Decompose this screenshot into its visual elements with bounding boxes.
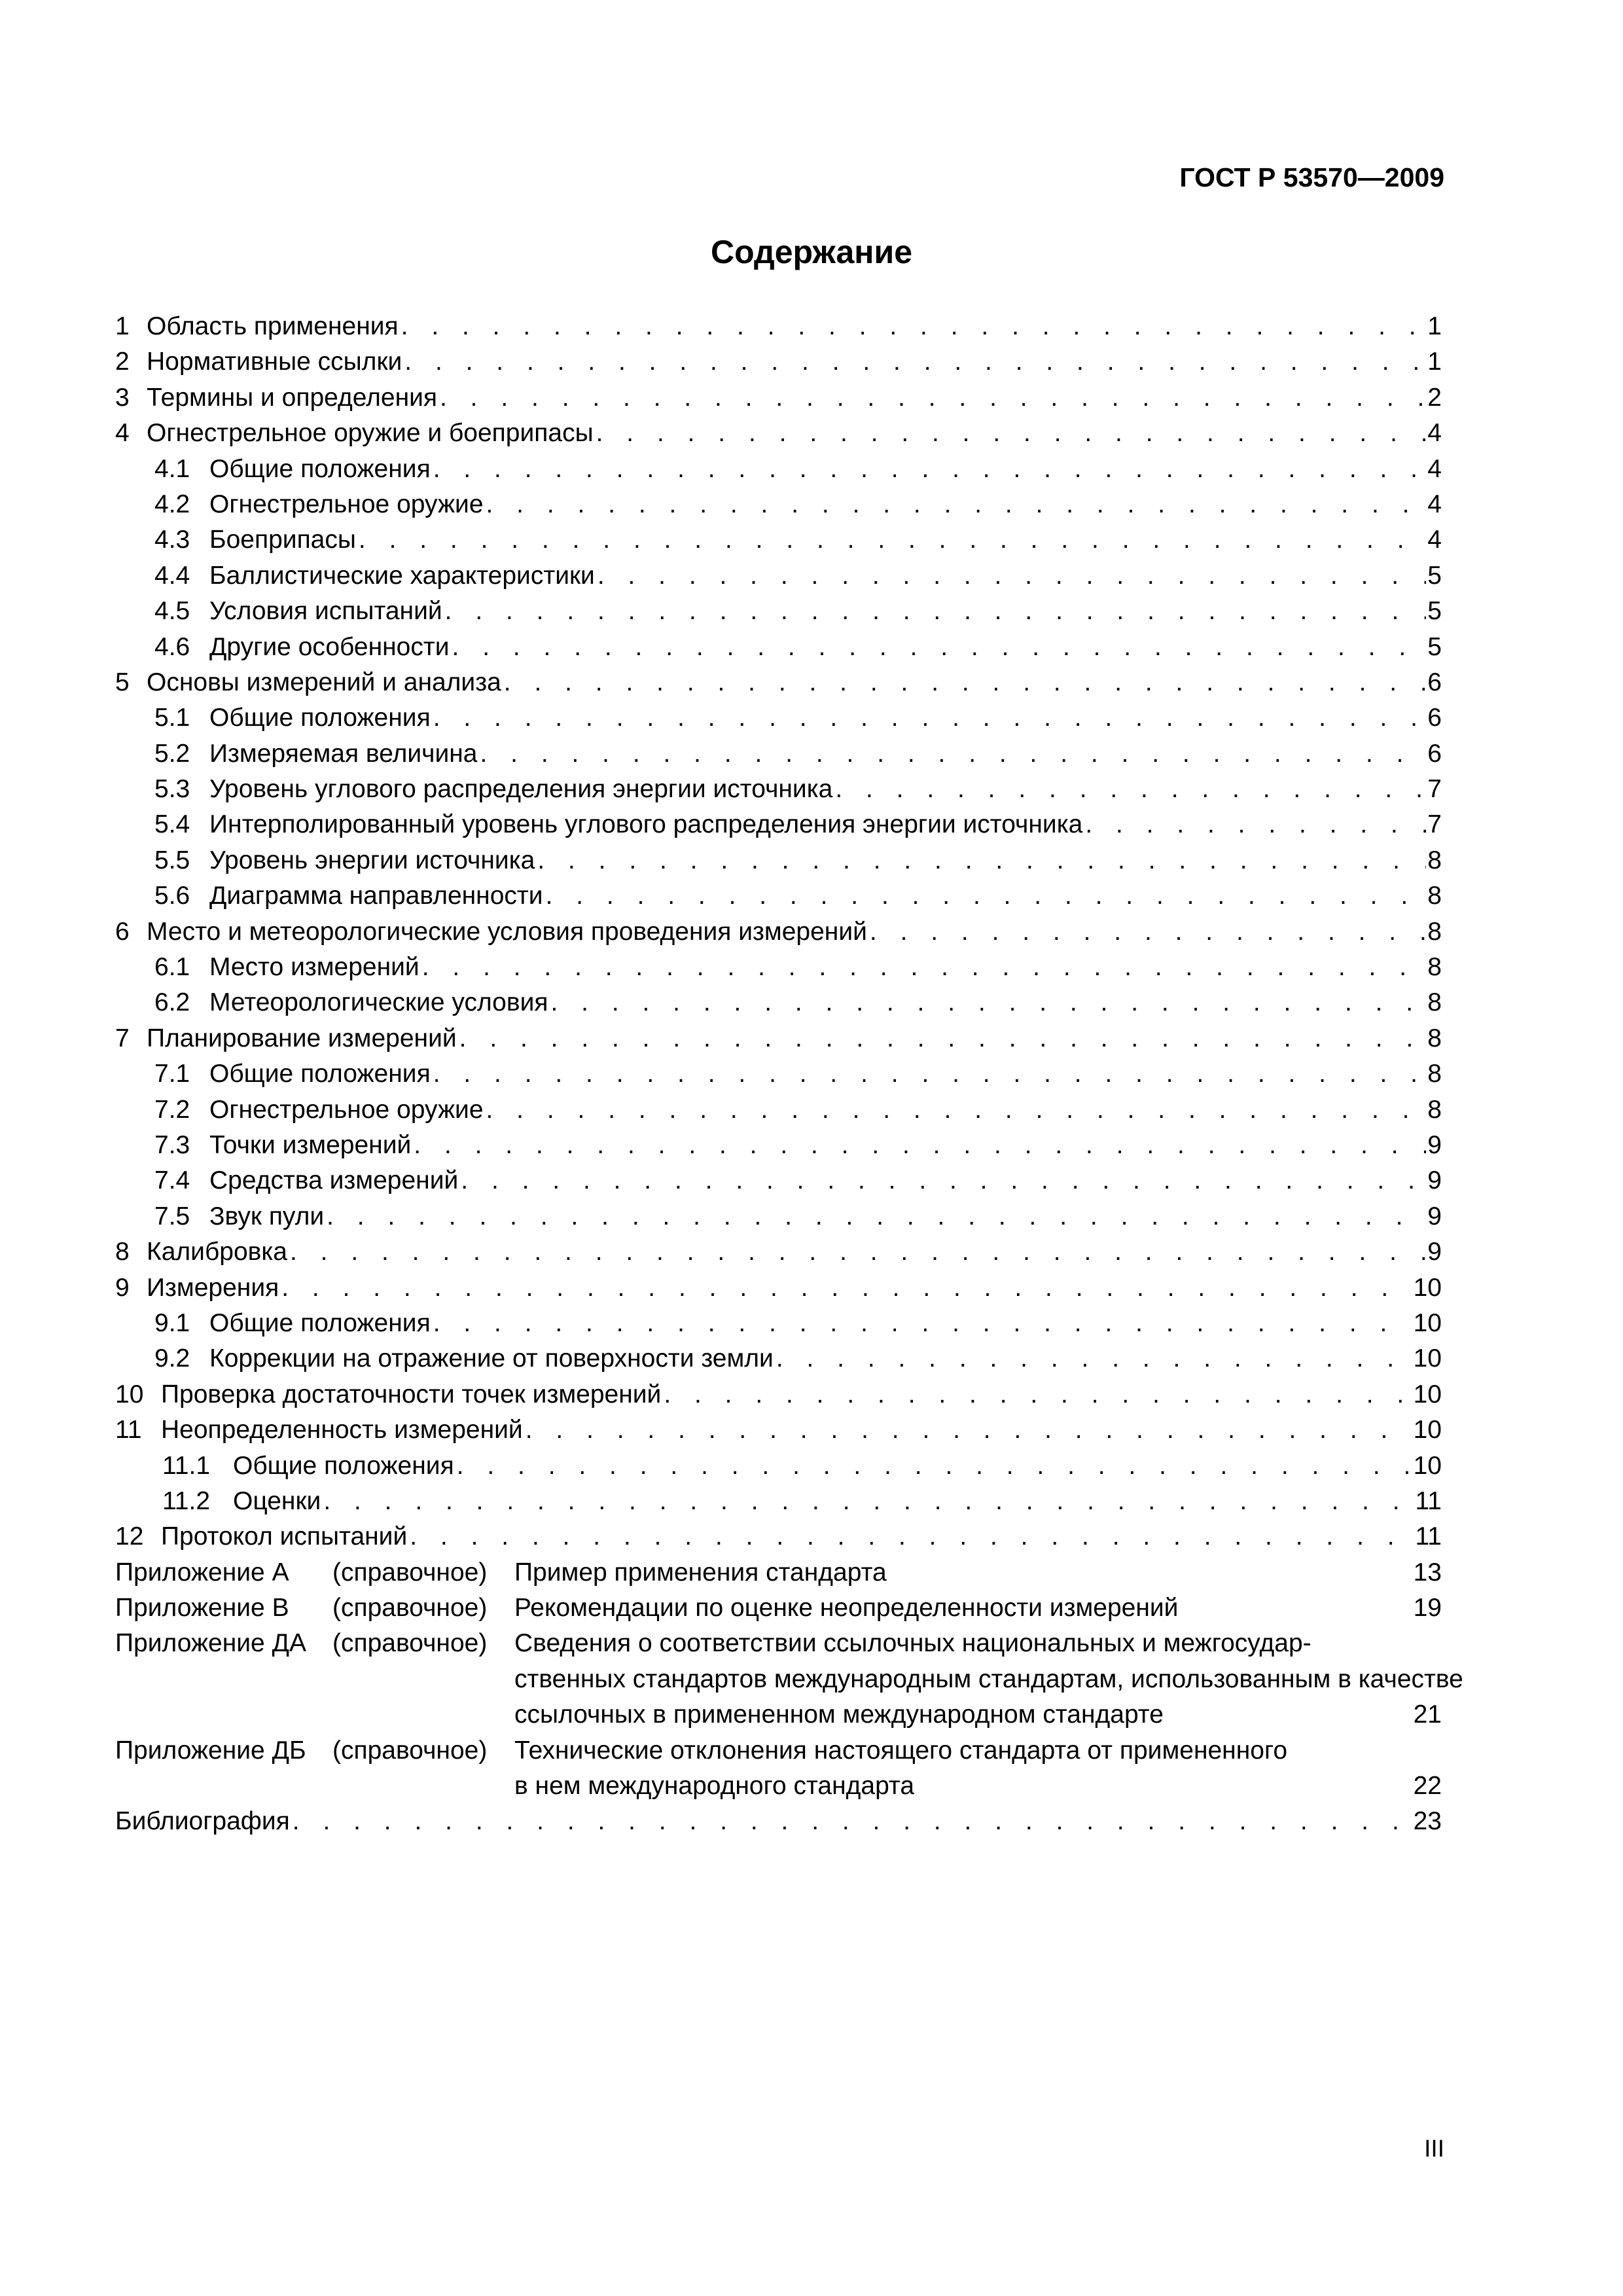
toc-entry-page: 9 [1427, 1202, 1442, 1230]
toc-entry-page: 5 [1427, 632, 1442, 661]
toc-entry-page: 10 [1413, 1416, 1442, 1444]
toc-entry-title: Общие положения [209, 1308, 431, 1337]
appendix-page: 22 [1413, 1772, 1442, 1801]
toc-entry-number: 2 [115, 348, 130, 376]
bibliography-page: 23 [1413, 1807, 1442, 1836]
toc-entry-number: 4.1 [154, 454, 190, 483]
appendix-title-line: ственных стандартов международным стандартам, использованным в качестве [514, 1664, 1463, 1693]
toc-entry[interactable] [115, 490, 1442, 526]
dot-leader [431, 704, 1427, 732]
toc-entry-number: 7.3 [154, 1130, 190, 1159]
toc-entry-page: 4 [1427, 490, 1442, 518]
toc-entry-title: Место измерений [209, 953, 419, 982]
dot-leader [484, 490, 1427, 519]
toc-entry-title: Уровень углового распределения энергии источника [209, 775, 833, 804]
toc-entry[interactable] [115, 1060, 1442, 1095]
toc-entry[interactable] [115, 668, 1442, 704]
toc-entry[interactable] [115, 988, 1442, 1024]
appendix-entry[interactable] [115, 1594, 1442, 1629]
appendix-label: Приложение ДА [115, 1629, 307, 1658]
toc-entry[interactable] [115, 810, 1442, 846]
dot-leader [450, 633, 1427, 662]
toc-entry-page: 6 [1427, 739, 1442, 768]
toc-entry[interactable] [115, 1131, 1442, 1166]
toc-entry[interactable] [115, 1309, 1442, 1344]
dot-leader [535, 846, 1426, 875]
dot-leader [402, 348, 1426, 376]
toc-entry-page: 8 [1427, 988, 1442, 1017]
dot-leader [1082, 810, 1426, 839]
toc-entry-number: 9 [115, 1273, 130, 1302]
toc-entry-number: 5.1 [154, 704, 190, 732]
toc-entry-page: 11 [1415, 1522, 1442, 1551]
toc-entry[interactable] [115, 740, 1442, 775]
toc-entry[interactable] [115, 918, 1442, 953]
toc-entry-page: 6 [1427, 704, 1442, 732]
dot-leader [356, 526, 1426, 554]
dot-leader [399, 312, 1427, 341]
toc-entry-title: Термины и определения [147, 383, 438, 412]
toc-entry-number: 5.3 [154, 775, 190, 804]
appendix-kind: (справочное) [332, 1629, 488, 1658]
toc-entry-title: Общие положения [233, 1451, 454, 1480]
toc-entry-page: 4 [1427, 454, 1442, 483]
toc-entry-number: 6.2 [154, 988, 190, 1017]
toc-entry-title: Область применения [147, 312, 399, 340]
toc-entry[interactable] [115, 1274, 1442, 1309]
bibliography-title: Библиография [115, 1807, 290, 1836]
toc-entry-number: 4.6 [154, 632, 190, 661]
appendix-title: Рекомендации по оценке неопределенности измерений [514, 1594, 1179, 1623]
toc-entry-title: Огнестрельное оружие [209, 1095, 484, 1124]
dot-leader [458, 1166, 1426, 1195]
toc-entry-title: Общие положения [209, 704, 431, 732]
toc-entry-title: Условия испытаний [209, 597, 442, 626]
toc-entry[interactable] [115, 1096, 1442, 1131]
toc-entry[interactable] [115, 1416, 1442, 1451]
toc-entry[interactable] [115, 1202, 1442, 1238]
dot-leader [661, 1380, 1412, 1409]
dot-leader [457, 1024, 1427, 1053]
toc-entry[interactable] [115, 882, 1442, 917]
appendix-page: 21 [1413, 1700, 1442, 1729]
toc-entry-title: Точки измерений [209, 1130, 412, 1159]
toc-entry-number: 3 [115, 383, 130, 412]
dot-leader [411, 1131, 1426, 1160]
toc-entry-title: Измеряемая величина [209, 739, 478, 768]
toc-entry-number: 12 [115, 1522, 144, 1551]
bibliography-entry[interactable] [115, 1807, 1442, 1842]
toc-entry-number: 6.1 [154, 953, 190, 982]
toc-entry-page: 8 [1427, 882, 1442, 910]
toc-entry-title: Проверка достаточности точек измерений [161, 1380, 662, 1408]
toc-entry[interactable] [115, 1380, 1442, 1416]
toc-entry-number: 11.2 [162, 1486, 211, 1515]
toc-entry-page: 8 [1427, 953, 1442, 982]
appendix-label: Приложение ДБ [115, 1736, 306, 1765]
toc-entry[interactable] [115, 1452, 1442, 1487]
toc-entry[interactable] [115, 384, 1442, 419]
document-code: ГОСТ Р 53570—2009 [1179, 162, 1444, 192]
toc-entry[interactable] [115, 775, 1442, 810]
toc-entry-number: 5.2 [154, 739, 190, 768]
table-of-contents [115, 312, 1463, 1843]
toc-entry-number: 1 [115, 312, 130, 340]
dot-leader [437, 384, 1426, 412]
toc-entry[interactable] [115, 1522, 1442, 1558]
toc-entry-page: 9 [1427, 1166, 1442, 1195]
appendix-kind: (справочное) [332, 1736, 488, 1765]
toc-entry[interactable] [115, 1166, 1442, 1202]
toc-entry-title: Нормативные ссылки [147, 348, 402, 376]
toc-entry-number: 5.5 [154, 846, 190, 874]
appendix-entry[interactable] [115, 1629, 1463, 1736]
toc-entry-page: 4 [1427, 526, 1442, 554]
toc-entry-page: 8 [1427, 917, 1442, 946]
toc-entry-page: 8 [1427, 846, 1442, 874]
toc-entry[interactable] [115, 455, 1442, 490]
toc-entry-page: 8 [1427, 1095, 1442, 1124]
appendix-kind: (справочное) [332, 1558, 488, 1587]
toc-entry-title: Основы измерений и анализа [147, 668, 501, 696]
appendix-title: Пример применения стандарта [514, 1558, 887, 1587]
toc-entry[interactable] [115, 1344, 1442, 1380]
toc-entry-title: Коррекции на отражение от поверхности земли [209, 1344, 774, 1373]
toc-entry-page: 10 [1413, 1273, 1442, 1302]
toc-entry[interactable] [115, 953, 1442, 988]
toc-entry-title: Место и метеорологические условия проведения измерений [147, 917, 867, 946]
toc-entry-title: Планирование измерений [147, 1024, 457, 1052]
toc-entry-number: 4 [115, 419, 130, 448]
toc-entry[interactable] [115, 1487, 1442, 1522]
toc-entry[interactable] [115, 704, 1442, 739]
dot-leader [324, 1202, 1426, 1231]
toc-entry[interactable] [115, 348, 1442, 383]
toc-entry-number: 4.3 [154, 526, 190, 554]
appendix-label: Приложение А [115, 1558, 289, 1587]
toc-entry-title: Звук пули [209, 1202, 325, 1230]
toc-entry[interactable] [115, 633, 1442, 668]
dot-leader [543, 882, 1427, 910]
toc-entry[interactable] [115, 1024, 1442, 1060]
toc-entry-title: Протокол испытаний [161, 1522, 408, 1551]
toc-entry-title: Боеприпасы [209, 526, 356, 554]
toc-entry-number: 11 [115, 1416, 142, 1444]
toc-entry-page: 1 [1427, 348, 1442, 376]
toc-entry-page: 8 [1427, 1060, 1442, 1088]
dot-leader [321, 1487, 1414, 1516]
toc-entry[interactable] [115, 419, 1442, 454]
toc-entry-number: 5.4 [154, 810, 190, 839]
toc-entry-number: 9.1 [154, 1308, 190, 1337]
appendix-label: Приложение В [115, 1594, 289, 1623]
appendix-title-line: в нем международного стандарта [514, 1772, 915, 1801]
toc-entry-number: 9.2 [154, 1344, 190, 1373]
dot-leader [832, 775, 1426, 804]
dot-leader [548, 988, 1427, 1017]
toc-entry-number: 6 [115, 917, 130, 946]
toc-entry-page: 10 [1413, 1380, 1442, 1408]
dot-leader [431, 455, 1427, 484]
toc-entry-title: Другие особенности [209, 632, 450, 661]
toc-entry-number: 4.4 [154, 561, 190, 590]
toc-entry-title: Средства измерений [209, 1166, 459, 1195]
toc-entry-title: Неопределенность измерений [161, 1416, 523, 1444]
toc-entry-number: 7.2 [154, 1095, 190, 1124]
toc-entry-title: Метеорологические условия [209, 988, 548, 1017]
toc-entry-number: 7.4 [154, 1166, 190, 1195]
toc-entry-page: 9 [1427, 1238, 1442, 1266]
toc-entry[interactable] [115, 1238, 1442, 1273]
dot-leader [431, 1060, 1427, 1088]
toc-entry-title: Огнестрельное оружие [209, 490, 484, 518]
toc-entry[interactable] [115, 846, 1442, 882]
toc-entry-number: 7 [115, 1024, 130, 1052]
dot-leader [501, 668, 1427, 697]
dot-leader [442, 597, 1427, 626]
toc-entry-number: 4.5 [154, 597, 190, 626]
toc-entry-page: 1 [1427, 312, 1442, 340]
dot-leader [523, 1416, 1412, 1444]
appendix-title-line: Сведения о соответствии ссылочных национальных и межгосудар- [514, 1629, 1311, 1658]
toc-entry-page: 10 [1413, 1308, 1442, 1337]
toc-entry[interactable] [115, 562, 1442, 597]
toc-entry-page: 4 [1427, 419, 1442, 448]
dot-leader [454, 1452, 1412, 1480]
dot-leader [419, 953, 1427, 982]
toc-entry[interactable] [115, 597, 1442, 632]
dot-leader [407, 1522, 1414, 1551]
toc-entry-page: 11 [1415, 1486, 1442, 1515]
toc-entry-page: 10 [1413, 1344, 1442, 1373]
toc-entry-page: 8 [1427, 1024, 1442, 1052]
toc-entry-title: Общие положения [209, 454, 431, 483]
toc-entry-page: 6 [1427, 668, 1442, 696]
dot-leader [774, 1344, 1412, 1373]
toc-entry-number: 10 [115, 1380, 144, 1408]
toc-entry-number: 11.1 [162, 1451, 211, 1480]
toc-entry-title: Уровень энергии источника [209, 846, 535, 874]
appendix-page: 13 [1413, 1558, 1442, 1587]
toc-entry-number: 7.5 [154, 1202, 190, 1230]
page-number: III [1424, 2135, 1444, 2162]
toc-entry-page: 7 [1427, 775, 1442, 804]
dot-leader [867, 918, 1426, 946]
toc-entry-page: 5 [1427, 597, 1442, 626]
toc-entry-number: 5.6 [154, 882, 190, 910]
toc-entry[interactable] [115, 526, 1442, 561]
page-title: Содержание [710, 234, 913, 270]
dot-leader [477, 740, 1426, 768]
toc-entry-page: 2 [1427, 383, 1442, 412]
toc-entry-number: 8 [115, 1238, 130, 1266]
toc-entry-page: 5 [1427, 561, 1442, 590]
toc-entry-number: 7.1 [154, 1060, 190, 1088]
toc-entry-title: Диаграмма направленности [209, 882, 543, 910]
toc-entry-number: 5 [115, 668, 130, 696]
toc-entry-title: Баллистические характеристики [209, 561, 595, 590]
toc-entry-title: Калибровка [147, 1238, 287, 1266]
toc-entry-title: Измерения [147, 1273, 279, 1302]
appendix-kind: (справочное) [332, 1594, 488, 1623]
dot-leader [484, 1096, 1427, 1124]
appendix-entry[interactable] [115, 1736, 1442, 1808]
toc-entry-page: 9 [1427, 1130, 1442, 1159]
dot-leader [279, 1274, 1412, 1302]
toc-entry[interactable] [115, 312, 1442, 348]
dot-leader [290, 1807, 1412, 1836]
dot-leader [594, 419, 1427, 448]
toc-entry-title: Общие положения [209, 1060, 431, 1088]
appendix-entry[interactable] [115, 1558, 1442, 1594]
appendix-title-line: Технические отклонения настоящего стандарта от примененного [514, 1736, 1288, 1765]
appendix-page: 19 [1413, 1594, 1442, 1623]
toc-entry-title: Интерполированный уровень углового распределения энергии источника [209, 810, 1083, 839]
dot-leader [287, 1238, 1426, 1266]
appendix-title-line: ссылочных в примененном международном стандарте [514, 1700, 1164, 1729]
dot-leader [431, 1309, 1412, 1338]
toc-entry-title: Оценки [233, 1486, 321, 1515]
toc-entry-title: Огнестрельное оружие и боеприпасы [147, 419, 594, 448]
toc-entry-page: 10 [1413, 1451, 1442, 1480]
toc-entry-page: 7 [1427, 810, 1442, 839]
toc-entry-number: 4.2 [154, 490, 190, 518]
dot-leader [595, 562, 1426, 590]
